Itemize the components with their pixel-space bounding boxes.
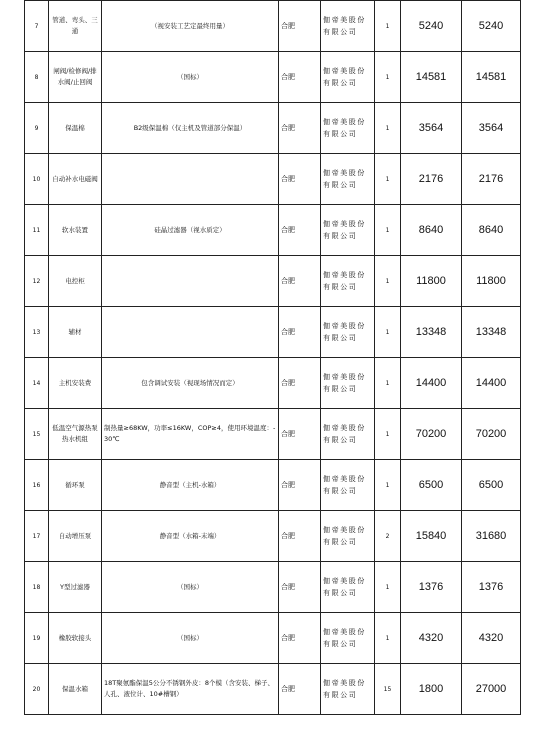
unit-price-cell: 15840 <box>401 511 462 562</box>
manufacturer-cell: 伽帝美股份有限公司 <box>321 205 375 256</box>
item-spec-cell <box>102 154 279 205</box>
price-table-container <box>24 0 520 715</box>
item-spec-cell: 静音型（水箱-末端） <box>102 511 279 562</box>
unit-price-cell: 11800 <box>401 256 462 307</box>
item-spec-cell: B2级保温棉（仅主机及管道部分保温） <box>102 103 279 154</box>
item-name-cell: Y型过滤器 <box>49 562 102 613</box>
item-name-cell: 保温棉 <box>49 103 102 154</box>
item-name-cell: 保温水箱 <box>49 664 102 715</box>
origin-cell: 合肥 <box>279 52 321 103</box>
quantity-cell: 1 <box>375 256 401 307</box>
table-row <box>25 613 521 664</box>
total-price-cell: 14581 <box>462 52 521 103</box>
item-number-cell: 19 <box>25 613 49 664</box>
origin-cell: 合肥 <box>279 409 321 460</box>
price-table-body <box>25 1 521 715</box>
item-spec-cell: （视安装工艺定最终用量） <box>102 1 279 52</box>
item-spec-cell <box>102 307 279 358</box>
item-number-cell: 14 <box>25 358 49 409</box>
price-table <box>24 0 521 715</box>
item-number-cell: 8 <box>25 52 49 103</box>
total-price-cell: 13348 <box>462 307 521 358</box>
manufacturer-cell: 伽帝美股份有限公司 <box>321 256 375 307</box>
item-spec-cell: 制热量≥68KW，功率≤16KW，COP≥4，使用环境温度：-30℃ <box>102 409 279 460</box>
total-price-cell: 3564 <box>462 103 521 154</box>
manufacturer-cell: 伽帝美股份有限公司 <box>321 358 375 409</box>
item-number-cell: 17 <box>25 511 49 562</box>
manufacturer-cell: 伽帝美股份有限公司 <box>321 409 375 460</box>
item-name-cell: 橡胶软接头 <box>49 613 102 664</box>
origin-cell: 合肥 <box>279 103 321 154</box>
item-number-cell: 13 <box>25 307 49 358</box>
manufacturer-cell: 伽帝美股份有限公司 <box>321 52 375 103</box>
table-row <box>25 511 521 562</box>
origin-cell: 合肥 <box>279 562 321 613</box>
item-number-cell: 16 <box>25 460 49 511</box>
quantity-cell: 1 <box>375 358 401 409</box>
item-name-cell: 管道、弯头、三通 <box>49 1 102 52</box>
unit-price-cell: 4320 <box>401 613 462 664</box>
quantity-cell: 2 <box>375 511 401 562</box>
manufacturer-cell: 伽帝美股份有限公司 <box>321 103 375 154</box>
table-row <box>25 460 521 511</box>
item-spec-cell: 18T聚氨酯保温5公分不锈钢外皮：8个模（含安装、梯子、人孔、液位计、10#槽钢） <box>102 664 279 715</box>
item-name-cell: 软水装置 <box>49 205 102 256</box>
item-number-cell: 15 <box>25 409 49 460</box>
manufacturer-cell: 伽帝美股份有限公司 <box>321 613 375 664</box>
unit-price-cell: 8640 <box>401 205 462 256</box>
table-row <box>25 154 521 205</box>
item-number-cell: 9 <box>25 103 49 154</box>
unit-price-cell: 70200 <box>401 409 462 460</box>
origin-cell: 合肥 <box>279 664 321 715</box>
item-number-cell: 10 <box>25 154 49 205</box>
manufacturer-cell: 伽帝美股份有限公司 <box>321 664 375 715</box>
table-row <box>25 52 521 103</box>
manufacturer-cell: 伽帝美股份有限公司 <box>321 562 375 613</box>
quantity-cell: 1 <box>375 1 401 52</box>
item-spec-cell: （国标） <box>102 613 279 664</box>
origin-cell: 合肥 <box>279 1 321 52</box>
quantity-cell: 1 <box>375 613 401 664</box>
unit-price-cell: 5240 <box>401 1 462 52</box>
table-row <box>25 307 521 358</box>
manufacturer-cell: 伽帝美股份有限公司 <box>321 511 375 562</box>
item-spec-cell: （国标） <box>102 562 279 613</box>
item-number-cell: 11 <box>25 205 49 256</box>
quantity-cell: 15 <box>375 664 401 715</box>
origin-cell: 合肥 <box>279 154 321 205</box>
quantity-cell: 1 <box>375 460 401 511</box>
unit-price-cell: 1800 <box>401 664 462 715</box>
total-price-cell: 6500 <box>462 460 521 511</box>
total-price-cell: 5240 <box>462 1 521 52</box>
table-row <box>25 205 521 256</box>
quantity-cell: 1 <box>375 103 401 154</box>
origin-cell: 合肥 <box>279 460 321 511</box>
table-row <box>25 358 521 409</box>
item-name-cell: 辅材 <box>49 307 102 358</box>
item-number-cell: 18 <box>25 562 49 613</box>
quantity-cell: 1 <box>375 154 401 205</box>
unit-price-cell: 14581 <box>401 52 462 103</box>
total-price-cell: 70200 <box>462 409 521 460</box>
unit-price-cell: 2176 <box>401 154 462 205</box>
total-price-cell: 14400 <box>462 358 521 409</box>
total-price-cell: 4320 <box>462 613 521 664</box>
manufacturer-cell: 伽帝美股份有限公司 <box>321 460 375 511</box>
item-name-cell: 循环泵 <box>49 460 102 511</box>
total-price-cell: 1376 <box>462 562 521 613</box>
item-spec-cell: 硅晶过滤器（视水质定） <box>102 205 279 256</box>
item-name-cell: 自动增压泵 <box>49 511 102 562</box>
unit-price-cell: 13348 <box>401 307 462 358</box>
item-number-cell: 7 <box>25 1 49 52</box>
item-spec-cell: 包含调试安装（视现场情况而定） <box>102 358 279 409</box>
quantity-cell: 1 <box>375 307 401 358</box>
unit-price-cell: 6500 <box>401 460 462 511</box>
item-name-cell: 低温空气源热泵热水机组 <box>49 409 102 460</box>
manufacturer-cell: 伽帝美股份有限公司 <box>321 154 375 205</box>
item-name-cell: 闸阀/检修阀/排水阀/止回阀 <box>49 52 102 103</box>
table-row <box>25 562 521 613</box>
total-price-cell: 8640 <box>462 205 521 256</box>
unit-price-cell: 3564 <box>401 103 462 154</box>
total-price-cell: 27000 <box>462 664 521 715</box>
unit-price-cell: 1376 <box>401 562 462 613</box>
total-price-cell: 2176 <box>462 154 521 205</box>
item-number-cell: 12 <box>25 256 49 307</box>
table-row <box>25 256 521 307</box>
table-row <box>25 409 521 460</box>
item-spec-cell: 静音型（主机-水箱） <box>102 460 279 511</box>
item-number-cell: 20 <box>25 664 49 715</box>
origin-cell: 合肥 <box>279 256 321 307</box>
item-name-cell: 主机安装费 <box>49 358 102 409</box>
origin-cell: 合肥 <box>279 613 321 664</box>
table-row <box>25 1 521 52</box>
quantity-cell: 1 <box>375 409 401 460</box>
item-name-cell: 电控柜 <box>49 256 102 307</box>
manufacturer-cell: 伽帝美股份有限公司 <box>321 1 375 52</box>
origin-cell: 合肥 <box>279 511 321 562</box>
origin-cell: 合肥 <box>279 307 321 358</box>
origin-cell: 合肥 <box>279 205 321 256</box>
table-row <box>25 103 521 154</box>
quantity-cell: 1 <box>375 52 401 103</box>
item-spec-cell: （国标） <box>102 52 279 103</box>
quantity-cell: 1 <box>375 562 401 613</box>
manufacturer-cell: 伽帝美股份有限公司 <box>321 307 375 358</box>
quantity-cell: 1 <box>375 205 401 256</box>
unit-price-cell: 14400 <box>401 358 462 409</box>
origin-cell: 合肥 <box>279 358 321 409</box>
total-price-cell: 11800 <box>462 256 521 307</box>
item-name-cell: 自动补水电磁阀 <box>49 154 102 205</box>
total-price-cell: 31680 <box>462 511 521 562</box>
item-spec-cell <box>102 256 279 307</box>
table-row <box>25 664 521 715</box>
